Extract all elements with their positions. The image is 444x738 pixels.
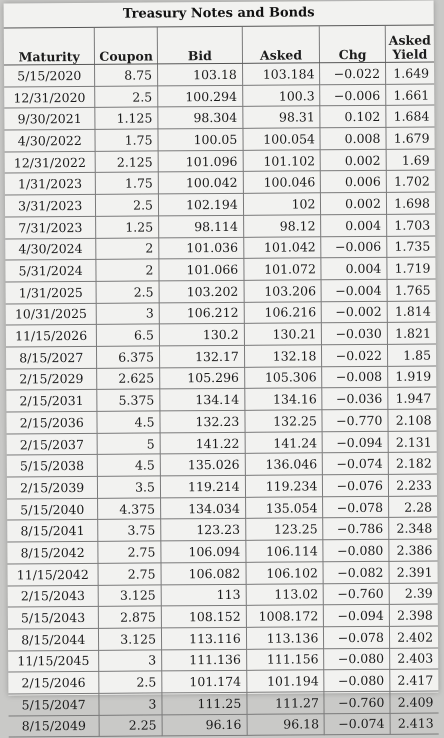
coupon-cell: 3 [99,693,162,715]
asked-yield-cell: 1.649 [385,62,434,84]
bid-cell: 113 [161,584,246,606]
chg-cell: −0.786 [323,518,389,540]
table-row [8,604,438,629]
coupon-cell: 3 [97,302,160,324]
table-row [6,409,436,434]
asked-yield-cell: 1.85 [387,344,436,366]
chg-cell: −0.760 [324,583,390,605]
maturity-cell: 8/15/2041 [7,520,98,542]
asked-cell: 101.072 [244,258,322,280]
asked-cell: 101.194 [247,670,325,692]
chg-cell: −0.080 [323,539,389,561]
coupon-cell: 5 [97,433,160,455]
bid-cell: 119.214 [160,475,245,497]
bid-cell: 111.136 [162,649,247,671]
table-row [4,105,434,130]
asked-yield-cell: 2.391 [389,561,438,583]
asked-yield-cell: 1.947 [388,387,437,409]
chg-cell: −0.022 [320,62,386,84]
asked-cell: 101.042 [243,236,321,258]
table-row [5,149,435,174]
bid-cell: 108.152 [161,606,246,628]
table-row [8,626,438,651]
maturity-cell: 2/15/2037 [7,433,98,455]
table-row [7,539,437,564]
bid-cell: 96.16 [162,714,247,736]
coupon-cell: 2.875 [99,606,162,628]
asked-yield-cell: 2.386 [389,539,438,561]
coupon-cell: 1.125 [95,107,158,129]
asked-cell: 100.3 [242,84,320,106]
asked-yield-cell: 1.919 [388,366,437,388]
maturity-cell: 5/15/2040 [7,498,98,520]
bid-cell: 113.116 [161,627,246,649]
table-row [7,517,437,542]
asked-cell: 136.046 [245,453,323,475]
asked-yield-cell: 2.398 [389,604,438,626]
chg-cell: −0.006 [320,84,386,106]
asked-cell: 98.12 [243,215,321,237]
col-header-asked: Asked [242,26,320,63]
asked-cell: 119.234 [245,475,323,497]
coupon-cell: 3.75 [98,519,161,541]
maturity-cell: 5/15/2047 [8,693,99,715]
maturity-cell: 12/31/2020 [4,86,95,108]
bid-cell: 101.174 [162,671,247,693]
maturity-cell: 7/31/2023 [5,216,96,238]
table-row [7,496,437,521]
maturity-cell: 2/15/2039 [7,476,98,498]
asked-cell: 132.18 [244,345,322,367]
chg-cell: −0.770 [322,409,388,431]
chg-cell: −0.078 [323,496,389,518]
maturity-cell: 9/30/2021 [4,108,95,130]
asked-yield-cell: 2.402 [389,626,438,648]
coupon-cell: 6.375 [97,346,160,368]
bid-cell: 123.23 [161,519,246,541]
asked-cell: 113.136 [246,627,324,649]
table-row [4,62,434,87]
table-row [8,669,438,694]
asked-cell: 106.114 [246,540,324,562]
asked-yield-cell: 1.735 [387,236,436,258]
asked-yield-cell: 1.821 [387,322,436,344]
document-sheet [4,1,439,734]
asked-cell: 130.21 [244,323,322,345]
table-row [9,713,439,738]
coupon-cell: 1.75 [95,129,158,151]
treasury-table [4,26,439,738]
asked-yield-cell: 1.698 [386,192,435,214]
chg-cell: −0.002 [322,301,388,323]
chg-cell: 0.002 [321,149,387,171]
bid-cell: 135.026 [160,454,245,476]
table-row [5,170,435,195]
asked-yield-cell: 2.39 [389,582,438,604]
table-row [5,257,435,282]
maturity-cell: 8/15/2049 [9,715,100,737]
coupon-cell: 4.5 [98,454,161,476]
table-row [5,236,435,261]
asked-yield-cell: 1.814 [387,301,436,323]
chg-cell: −0.078 [324,626,390,648]
asked-cell: 123.25 [245,518,323,540]
asked-yield-cell: 2.233 [388,474,437,496]
chg-cell: −0.008 [322,366,388,388]
table-row [6,301,436,326]
bid-cell: 102.194 [158,193,243,215]
chg-cell: −0.094 [324,605,390,627]
coupon-cell: 2.5 [99,671,162,693]
asked-yield-cell: 2.28 [388,496,437,518]
coupon-cell: 2.75 [98,563,161,585]
table-row [4,84,434,109]
coupon-cell: 4.375 [98,498,161,520]
table-row [6,279,436,304]
maturity-cell: 1/31/2025 [6,281,97,303]
chg-cell: −0.004 [321,279,387,301]
maturity-cell: 2/15/2029 [6,368,97,390]
maturity-cell: 2/15/2031 [6,390,97,412]
bid-cell: 98.114 [159,215,244,237]
asked-yield-cell: 1.703 [386,214,435,236]
asked-cell: 113.02 [246,583,324,605]
maturity-cell: 4/30/2024 [5,238,96,260]
chg-cell: 0.102 [320,106,386,128]
coupon-cell: 3 [99,649,162,671]
asked-cell: 96.18 [247,713,325,735]
asked-cell: 100.054 [243,128,321,150]
asked-yield-cell: 2.413 [390,713,439,735]
coupon-cell: 6.5 [97,324,160,346]
asked-yield-cell: 1.69 [386,149,435,171]
asked-cell: 103.184 [242,63,320,85]
asked-cell: 98.31 [243,106,321,128]
col-header-chg: Chg [320,26,386,63]
maturity-cell: 5/31/2024 [5,260,96,282]
coupon-cell: 8.75 [95,64,158,86]
coupon-cell: 3.125 [99,628,162,650]
asked-yield-cell: 2.403 [390,648,439,670]
bid-cell: 100.042 [158,172,243,194]
coupon-cell: 2.75 [98,541,161,563]
asked-yield-cell: 1.765 [387,279,436,301]
chg-cell: −0.006 [321,236,387,258]
table-row [8,582,438,607]
coupon-cell: 2.625 [97,368,160,390]
coupon-cell: 3.125 [99,584,162,606]
table-title: Treasury Notes and Bonds [4,1,434,29]
asked-yield-cell: 1.684 [386,105,435,127]
table-row [6,366,436,391]
table-row [5,192,435,217]
coupon-cell: 1.25 [96,216,159,238]
chg-cell: −0.074 [324,713,390,735]
maturity-cell: 8/15/2044 [8,628,99,650]
chg-cell: −0.030 [322,323,388,345]
asked-cell: 100.046 [243,171,321,193]
bid-cell: 106.082 [161,562,246,584]
coupon-cell: 2.125 [96,151,159,173]
chg-cell: 0.004 [321,214,387,236]
table-row [7,474,437,499]
header-row [4,26,434,66]
maturity-cell: 8/15/2042 [7,541,98,563]
coupon-cell: 4.5 [97,411,160,433]
coupon-cell: 1.75 [96,172,159,194]
chg-cell: −0.036 [322,388,388,410]
maturity-cell: 2/15/2043 [8,585,99,607]
col-header-coupon: Coupon [95,27,158,64]
maturity-cell: 3/31/2023 [5,194,96,216]
chg-cell: 0.002 [321,192,387,214]
table-row [8,691,438,716]
bid-cell: 111.25 [162,692,247,714]
bid-cell: 130.2 [159,324,244,346]
maturity-cell: 2/15/2046 [8,672,99,694]
maturity-cell: 5/15/2038 [7,455,98,477]
bid-cell: 134.14 [160,389,245,411]
asked-cell: 106.102 [246,562,324,584]
coupon-cell: 2 [96,237,159,259]
chg-cell: −0.074 [323,453,389,475]
bid-cell: 134.034 [161,497,246,519]
chg-cell: −0.080 [324,648,390,670]
maturity-cell: 1/31/2023 [5,173,96,195]
asked-yield-cell: 2.131 [388,431,437,453]
coupon-cell: 2.5 [96,281,159,303]
coupon-cell: 2 [96,259,159,281]
maturity-cell: 11/15/2042 [8,563,99,585]
table-row [5,214,435,239]
coupon-cell: 2.5 [96,194,159,216]
asked-cell: 134.16 [245,388,323,410]
table-row [8,648,438,673]
bid-cell: 105.296 [160,367,245,389]
col-header-maturity: Maturity [4,28,95,65]
table-row [6,322,436,347]
maturity-cell: 5/15/2043 [8,607,99,629]
asked-cell: 141.24 [245,431,323,453]
coupon-cell: 5.375 [97,389,160,411]
asked-cell: 105.306 [244,366,322,388]
maturity-cell: 11/15/2026 [6,325,97,347]
table-row [8,561,438,586]
maturity-cell: 2/15/2036 [6,411,97,433]
coupon-cell: 2.25 [99,715,162,737]
asked-cell: 1008.172 [246,605,324,627]
table-row [4,127,434,152]
asked-yield-cell: 2.348 [389,517,438,539]
chg-cell: −0.080 [324,670,390,692]
asked-yield-cell: 2.108 [388,409,437,431]
bid-cell: 100.294 [158,85,243,107]
coupon-cell: 3.5 [98,476,161,498]
col-header-bid: Bid [157,27,242,64]
asked-yield-cell: 1.679 [386,127,435,149]
bid-cell: 103.202 [159,280,244,302]
maturity-cell: 12/31/2022 [5,151,96,173]
chg-cell: −0.076 [323,474,389,496]
bid-cell: 101.066 [159,259,244,281]
asked-yield-cell: 1.661 [386,84,435,106]
chg-cell: −0.022 [322,344,388,366]
maturity-cell: 11/15/2045 [8,650,99,672]
chg-cell: 0.004 [321,258,387,280]
table-row [7,431,437,456]
bid-cell: 98.304 [158,107,243,129]
asked-cell: 132.25 [245,410,323,432]
table-row [6,387,436,412]
bid-cell: 103.18 [157,63,242,85]
chg-cell: 0.006 [321,171,387,193]
coupon-cell: 2.5 [95,86,158,108]
bid-cell: 100.05 [158,128,243,150]
asked-yield-cell: 1.702 [386,170,435,192]
maturity-cell: 5/15/2020 [4,64,95,86]
asked-cell: 135.054 [245,497,323,519]
maturity-cell: 10/31/2025 [6,303,97,325]
asked-cell: 102 [243,193,321,215]
bid-cell: 106.094 [161,540,246,562]
table-row [6,344,436,369]
col-header-asked-yield: Asked Yield [385,26,434,63]
chg-cell: −0.760 [324,691,390,713]
bid-cell: 132.17 [159,345,244,367]
asked-cell: 111.156 [246,648,324,670]
asked-yield-cell: 2.409 [390,691,439,713]
chg-cell: 0.008 [320,127,386,149]
table-row [7,452,437,477]
bid-cell: 101.036 [159,237,244,259]
asked-cell: 111.27 [247,692,325,714]
chg-cell: −0.094 [323,431,389,453]
bid-cell: 106.212 [159,302,244,324]
asked-yield-cell: 2.182 [388,452,437,474]
asked-yield-cell: 1.719 [387,257,436,279]
asked-cell: 101.102 [243,150,321,172]
bid-cell: 141.22 [160,432,245,454]
bid-cell: 132.23 [160,410,245,432]
chg-cell: −0.082 [323,561,389,583]
bid-cell: 101.096 [158,150,243,172]
asked-cell: 103.206 [244,280,322,302]
maturity-cell: 4/30/2022 [4,129,95,151]
maturity-cell: 8/15/2027 [6,346,97,368]
asked-yield-cell: 2.417 [390,669,439,691]
asked-cell: 106.216 [244,301,322,323]
